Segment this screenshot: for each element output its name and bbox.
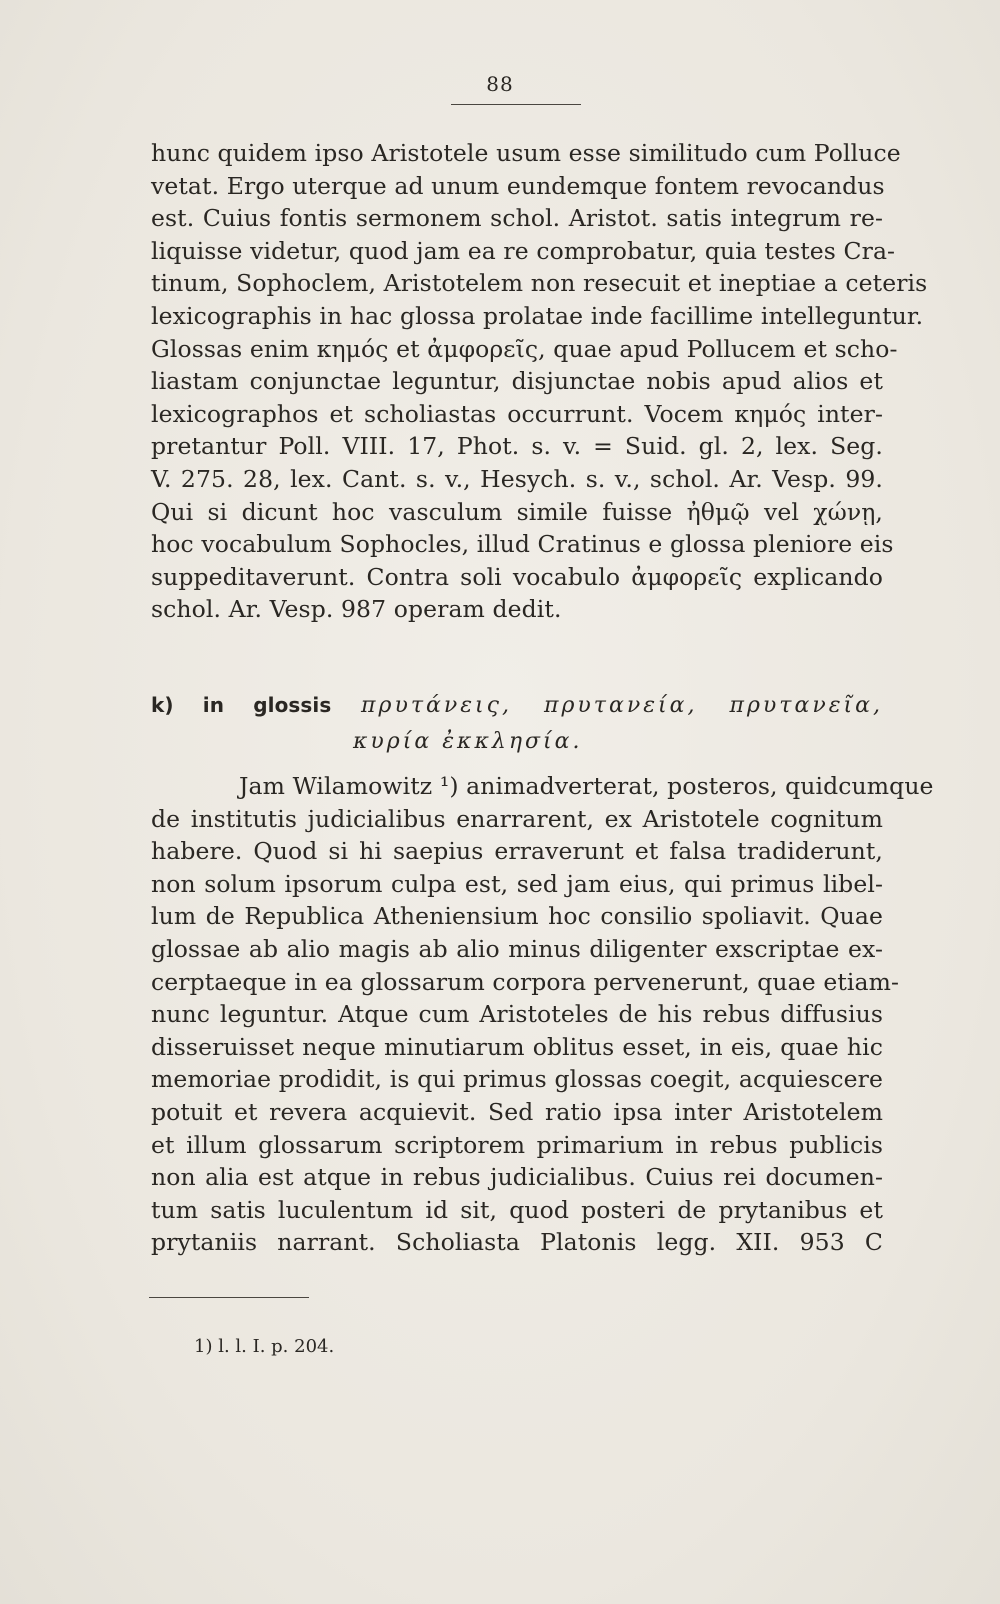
text-line: vetat. Ergo uterque ad unum eundemque fontem revocandus xyxy=(151,171,885,200)
text-line: Glossas enim κημός et ἀμφορεῖς, quae apud Pollucem et scho- xyxy=(151,334,898,363)
text-line: habere. Quod si hi saepius erraverunt et falsa tradiderunt, xyxy=(151,837,883,866)
text-line: hoc vocabulum Sophocles, illud Cratinus e glossa pleniore eis xyxy=(151,530,894,559)
text-line: non alia est atque in rebus judicialibus. Cuius rei documen- xyxy=(151,1163,883,1192)
text-line: suppeditaverunt. Contra soli vocabulo ἀμφορεῖς explicando xyxy=(151,562,883,591)
text-line: hunc quidem ipso Aristotele usum esse similitudo cum Polluce xyxy=(151,139,901,167)
section-heading xyxy=(151,686,883,758)
text-line: prytaniis narrant. Scholiasta Platonis legg. XII. 953 C xyxy=(151,1228,883,1257)
text-line: pretantur Poll. VIII. 17, Phot. s. v. = Suid. gl. 2, lex. Seg. xyxy=(151,432,883,461)
section-label: k) in glossis xyxy=(151,693,332,717)
paragraph-1 xyxy=(151,137,928,626)
text-line: lum de Republica Atheniensium hoc consilio spoliavit. Quae xyxy=(151,902,883,931)
section-greek-terms-2: κυρία ἐκκλησία. xyxy=(353,729,583,754)
text-line: V. 275. 28, lex. Cant. s. v., Hesych. s. v., schol. Ar. Vesp. 99. xyxy=(151,464,883,493)
text-line: disseruisset neque minutiarum oblitus esset, in eis, quae hic xyxy=(151,1032,883,1061)
footnote-rule xyxy=(149,1297,309,1298)
text-line: schol. Ar. Vesp. 987 operam dedit. xyxy=(151,595,562,624)
section-heading-line-2 xyxy=(151,722,883,758)
text-line: potuit et revera acquievit. Sed ratio ipsa inter Aristotelem xyxy=(151,1097,883,1126)
section-greek-terms: πρυτάνεις, πρυτανεία, πρυτανεῖα, xyxy=(361,693,883,718)
text-line: lexicographos et scholiastas occurrunt. Vocem κημός inter- xyxy=(151,399,883,428)
text-line: de institutis judicialibus enarrarent, ex Aristotele cognitum xyxy=(151,804,883,833)
text-line: lexicographis in hac glossa prolatae inde facillime intelleguntur. xyxy=(151,301,924,330)
footnote: 1) l. l. I. p. 204. xyxy=(194,1336,335,1357)
section-heading-line-1 xyxy=(151,686,883,722)
text-line: Qui si dicunt hoc vasculum simile fuisse ἠθμῷ vel χώνῃ, xyxy=(151,497,883,526)
text-line: nunc leguntur. Atque cum Aristoteles de his rebus diffusius xyxy=(151,1000,883,1029)
page-number: 88 xyxy=(486,72,514,96)
text-line: est. Cuius fontis sermonem schol. Aristot. satis integrum re- xyxy=(151,204,883,233)
text-line: liastam conjunctae leguntur, disjunctae nobis apud alios et xyxy=(151,367,883,396)
text-line: liquisse videtur, quod jam ea re comprobatur, quia testes Cra- xyxy=(151,236,896,265)
text-line: non solum ipsorum culpa est, sed jam eius, qui primus libel- xyxy=(151,869,883,898)
paragraph-2 xyxy=(151,770,934,1259)
text-line: tum satis luculentum id sit, quod posteri de prytanibus et xyxy=(151,1195,883,1224)
header-rule xyxy=(451,104,581,105)
text-line: cerptaeque in ea glossarum corpora pervenerunt, quae etiam- xyxy=(151,967,900,996)
text-line: memoriae prodidit, is qui primus glossas coegit, acquiescere xyxy=(151,1065,883,1094)
text-line: et illum glossarum scriptorem primarium in rebus publicis xyxy=(151,1130,883,1159)
text-line: tinum, Sophoclem, Aristotelem non resecuit et ineptiae a ceteris xyxy=(151,269,928,298)
text-line: glossae ab alio magis ab alio minus diligenter exscriptae ex- xyxy=(151,934,883,963)
text-line: Jam Wilamowitz ¹) animadverterat, posteros, quidcumque xyxy=(239,772,934,800)
